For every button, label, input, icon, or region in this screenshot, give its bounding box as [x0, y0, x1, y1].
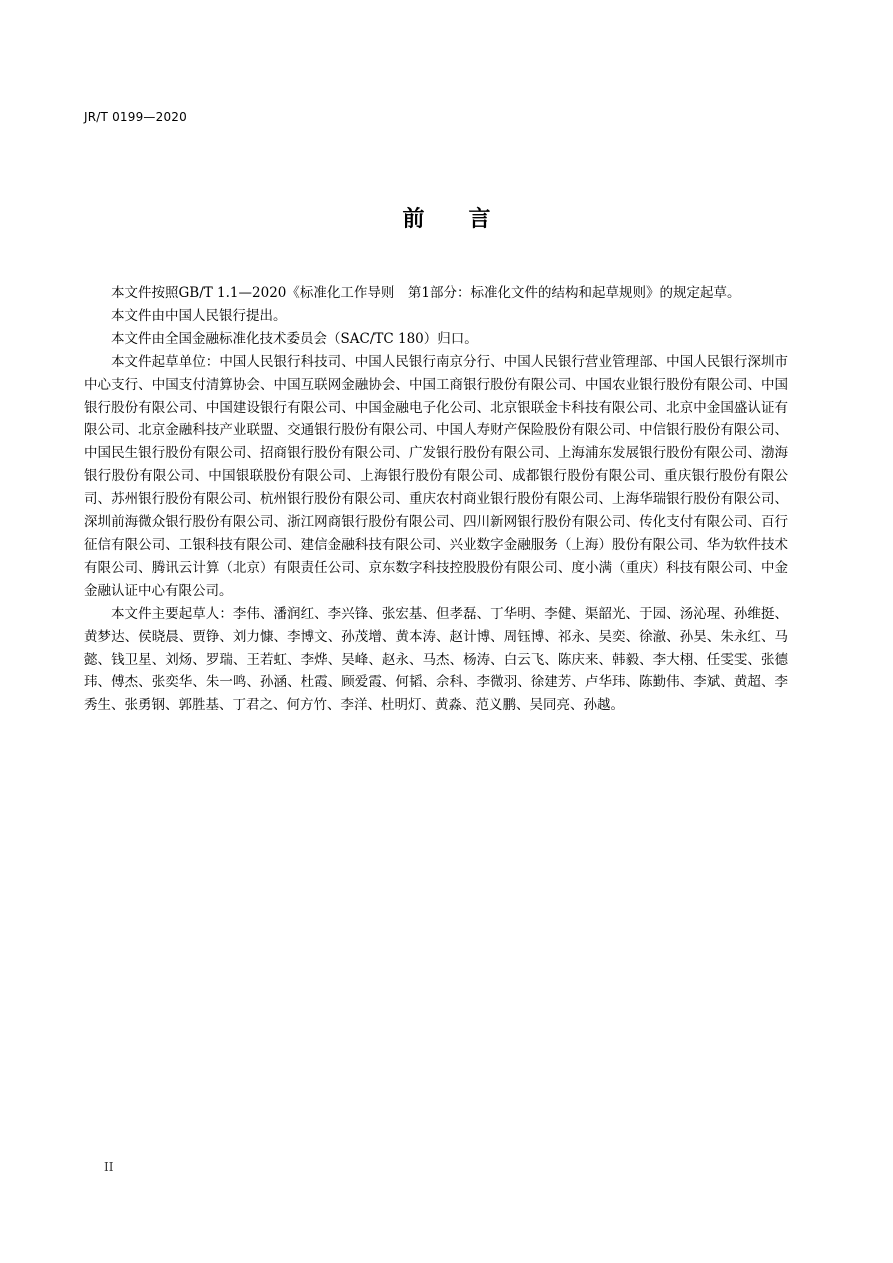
- foreword-body: [84, 282, 788, 717]
- paragraph-main-drafters: 本文件主要起草人：李伟、潘润红、李兴锋、张宏基、但孝磊、丁华明、李健、渠韶光、于园、汤沁瑆、孙维挺、黄梦达、侯晓晨、贾铮、刘力慷、李博文、孙茂增、黄本涛、赵计博、周钰博、祁永、吴奕、徐澈、孙昊、朱永红、马懿、钱卫星、刘炀、罗瑞、王若虹、李烨、吴峰、赵永、马杰、杨涛、白云飞、陈庆来、韩毅、李大栩、任雯雯、张德玮、傅杰、张奕华、朱一鸣、孙涵、杜霞、顾爱霞、何韬、佘科、李微羽、徐建芳、卢华玮、陈勤伟、李斌、黄超、李秀生、张勇钢、郭胜基、丁君之、何方竹、李洋、杜明灯、黄淼、范义鹏、吴同亮、孙越。: [84, 605, 788, 714]
- paragraph-drafting-rules: 本文件按照GB/T 1.1—2020《标准化工作导则 第1部分：标准化文件的结构和起草规则》的规定起草。: [111, 285, 741, 301]
- paragraph-proposer: 本文件由中国人民银行提出。: [111, 307, 287, 324]
- standard-code: JR/T 0199—2020: [84, 110, 187, 124]
- paragraph-centralized-management: 本文件由全国金融标准化技术委员会（SAC/TC 180）归口。: [111, 330, 478, 347]
- page-number: II: [104, 1160, 114, 1174]
- page-title: 前 言: [402, 207, 491, 232]
- paragraph-drafting-organizations: 本文件起草单位：中国人民银行科技司、中国人民银行南京分行、中国人民银行营业管理部、中国人民银行深圳市中心支行、中国支付清算协会、中国互联网金融协会、中国工商银行股份有限公司、中国农业银行股份有限公司、中国银行股份有限公司、中国建设银行有限公司、中国金融电子化公司、北京银联金卡科技有限公司、北京中金国盛认证有限公司、北京金融科技产业联盟、交通银行股份有限公司、中国人寿财产保险股份有限公司、中信银行股份有限公司、中国民生银行股份有限公司、招商银行股份有限公司、广发银行股份有限公司、上海浦东发展银行股份有限公司、渤海银行股份有限公司、中国银联股份有限公司、上海银行股份有限公司、成都银行股份有限公司、重庆银行股份有限公司、苏州银行股份有限公司、杭州银行股份有限公司、重庆农村商业银行股份有限公司、上海华瑞银行股份有限公司、深圳前海微众银行股份有限公司、浙江网商银行股份有限公司、四川新网银行股份有限公司、传化支付有限公司、百行征信有限公司、工银科技有限公司、建信金融科技有限公司、兴业数字金融服务（上海）股份有限公司、华为软件技术有限公司、腾讯云计算（北京）有限责任公司、京东数字科技控股股份有限公司、度小满（重庆）科技有限公司、中金金融认证中心有限公司。: [84, 353, 788, 599]
